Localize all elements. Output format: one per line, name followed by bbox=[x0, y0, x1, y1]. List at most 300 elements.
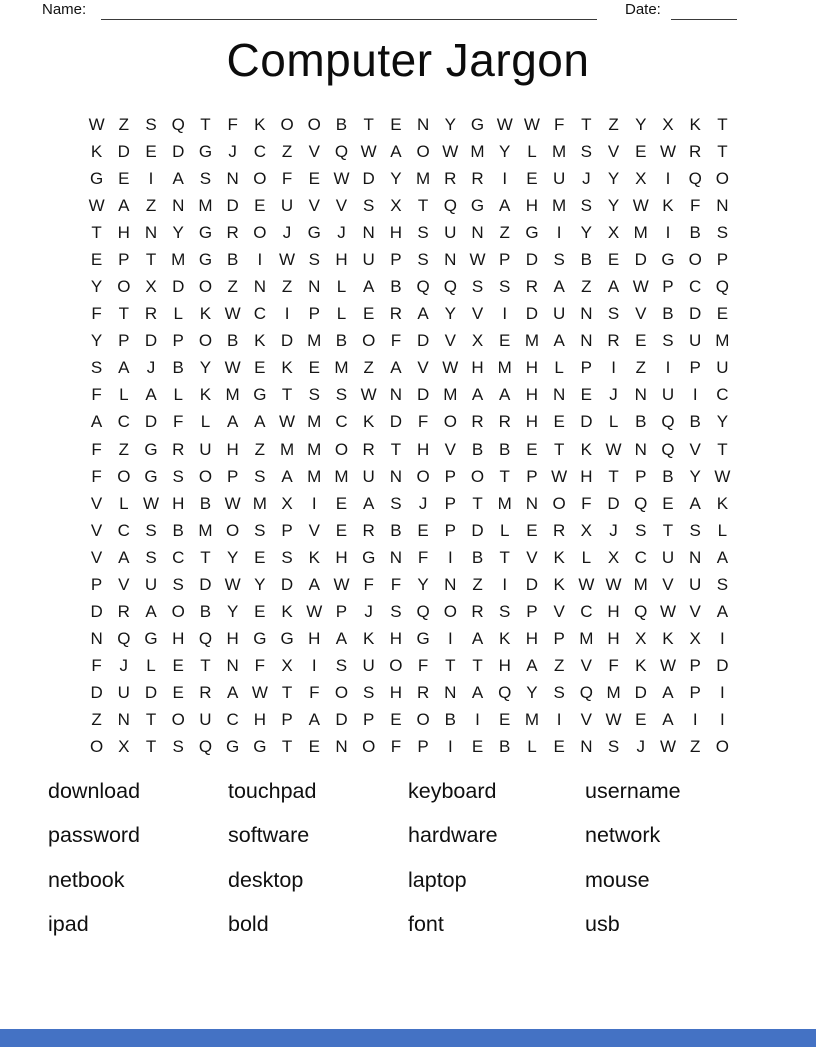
grid-cell: S bbox=[716, 574, 729, 594]
grid-cell: U bbox=[553, 169, 566, 189]
grid-cell: H bbox=[335, 250, 348, 270]
grid-cell: P bbox=[526, 466, 538, 486]
grid-cell: R bbox=[226, 223, 239, 243]
grid-cell: A bbox=[471, 385, 484, 405]
grid-cell: T bbox=[608, 466, 619, 486]
grid-cell: R bbox=[498, 412, 511, 432]
grid-cell: J bbox=[582, 169, 591, 189]
grid-cell: O bbox=[416, 466, 430, 486]
grid-cell: D bbox=[471, 520, 484, 540]
grid-cell: O bbox=[307, 115, 321, 135]
grid-cell: E bbox=[635, 331, 647, 351]
grid-cell: H bbox=[308, 628, 321, 648]
grid-cell: H bbox=[607, 628, 620, 648]
grid-cell: S bbox=[281, 547, 293, 567]
grid-cell: S bbox=[145, 520, 157, 540]
grid-cell: C bbox=[172, 547, 185, 567]
grid-cell: I bbox=[284, 304, 290, 324]
grid-cell: Z bbox=[689, 736, 701, 756]
grid-cell: U bbox=[444, 223, 457, 243]
grid-cell: I bbox=[502, 169, 508, 189]
grid-cell: A bbox=[607, 277, 620, 297]
grid-cell: Y bbox=[526, 682, 538, 702]
grid-cell: L bbox=[173, 385, 183, 405]
grid-cell: F bbox=[390, 331, 402, 351]
grid-cell: P bbox=[281, 709, 293, 729]
grid-cell: Y bbox=[390, 169, 402, 189]
grid-cell: W bbox=[496, 115, 513, 135]
grid-cell: G bbox=[661, 250, 675, 270]
grid-cell: S bbox=[553, 250, 565, 270]
grid-cell: T bbox=[145, 736, 157, 756]
grid-cell: P bbox=[499, 250, 511, 270]
grid-cell: V bbox=[444, 439, 456, 459]
grid-cell: A bbox=[471, 628, 484, 648]
grid-cell: H bbox=[525, 385, 539, 405]
grid-cell: W bbox=[632, 196, 649, 216]
grid-cell: I bbox=[665, 223, 671, 243]
grid-cell: W bbox=[333, 169, 350, 189]
grid-cell: D bbox=[144, 682, 158, 702]
grid-cell: E bbox=[118, 169, 130, 189]
grid-cell: Q bbox=[579, 682, 593, 702]
grid-cell: W bbox=[224, 304, 241, 324]
grid-cell: T bbox=[553, 439, 565, 459]
grid-cell: L bbox=[336, 277, 347, 297]
grid-cell: A bbox=[226, 682, 239, 702]
grid-cell: U bbox=[362, 466, 375, 486]
footer-bar bbox=[0, 1029, 816, 1047]
grid-cell: X bbox=[689, 628, 701, 648]
grid-cell: A bbox=[716, 547, 729, 567]
grid-cell: L bbox=[336, 304, 347, 324]
word-bank-item: usb bbox=[585, 912, 620, 937]
word-search-grid bbox=[83, 111, 736, 760]
grid-cell: P bbox=[662, 277, 674, 297]
grid-cell: L bbox=[608, 412, 619, 432]
grid-cell: C bbox=[634, 547, 647, 567]
grid-cell: H bbox=[389, 628, 403, 648]
grid-cell: I bbox=[556, 709, 562, 729]
grid-cell: M bbox=[171, 250, 186, 270]
grid-cell: K bbox=[363, 412, 375, 432]
grid-cell: X bbox=[145, 277, 157, 297]
grid-cell: O bbox=[226, 520, 240, 540]
grid-cell: G bbox=[198, 142, 213, 162]
grid-cell: I bbox=[311, 493, 317, 513]
grid-cell: D bbox=[90, 682, 103, 702]
grid-cell: B bbox=[689, 223, 701, 243]
grid-cell: A bbox=[118, 547, 130, 567]
grid-cell: N bbox=[226, 169, 239, 189]
grid-cell: D bbox=[362, 169, 375, 189]
grid-cell: Q bbox=[661, 412, 675, 432]
grid-cell: P bbox=[580, 358, 593, 378]
grid-cell: V bbox=[308, 520, 320, 540]
grid-cell: K bbox=[281, 601, 293, 621]
grid-cell: T bbox=[417, 196, 429, 216]
grid-cell: W bbox=[88, 196, 105, 216]
grid-cell: E bbox=[145, 142, 157, 162]
grid-cell: K bbox=[254, 115, 266, 135]
grid-cell: Z bbox=[608, 115, 619, 135]
grid-cell: E bbox=[607, 250, 620, 270]
grid-cell: N bbox=[416, 115, 430, 135]
grid-cell: W bbox=[360, 385, 377, 405]
grid-cell: X bbox=[471, 331, 484, 351]
word-bank-item: keyboard bbox=[408, 779, 497, 803]
grid-cell: V bbox=[471, 304, 484, 324]
grid-cell: I bbox=[665, 358, 671, 378]
grid-cell: I bbox=[447, 736, 453, 756]
grid-cell: K bbox=[308, 547, 320, 567]
grid-cell: V bbox=[526, 547, 538, 567]
grid-cell: W bbox=[142, 493, 160, 513]
grid-cell: U bbox=[661, 547, 675, 567]
grid-cell: I bbox=[720, 709, 725, 729]
grid-cell: O bbox=[389, 655, 403, 675]
grid-cell: G bbox=[307, 223, 321, 243]
grid-cell: N bbox=[444, 250, 457, 270]
grid-cell: G bbox=[253, 385, 267, 405]
grid-cell: B bbox=[662, 466, 674, 486]
grid-cell: T bbox=[200, 547, 211, 567]
grid-cell: R bbox=[199, 682, 212, 702]
grid-cell: A bbox=[553, 277, 565, 297]
grid-cell: K bbox=[662, 628, 674, 648]
grid-cell: B bbox=[199, 601, 212, 621]
grid-cell: D bbox=[525, 574, 539, 594]
grid-cell: M bbox=[198, 196, 213, 216]
grid-cell: F bbox=[281, 169, 293, 189]
grid-cell: E bbox=[635, 142, 647, 162]
grid-cell: N bbox=[308, 277, 321, 297]
grid-cell: S bbox=[499, 277, 511, 297]
grid-cell: E bbox=[308, 736, 320, 756]
grid-cell: O bbox=[443, 412, 457, 432]
grid-cell: Z bbox=[472, 574, 483, 594]
word-bank-item: mouse bbox=[585, 867, 650, 892]
grid-cell: T bbox=[281, 385, 293, 405]
grid-cell: R bbox=[689, 142, 702, 162]
grid-cell: J bbox=[337, 223, 346, 243]
grid-cell: M bbox=[279, 439, 295, 459]
grid-cell: D bbox=[416, 331, 430, 351]
grid-cell: D bbox=[226, 196, 239, 216]
grid-cell: D bbox=[716, 655, 729, 675]
grid-cell: G bbox=[144, 628, 158, 648]
grid-cell: N bbox=[634, 385, 647, 405]
grid-cell: T bbox=[472, 655, 483, 675]
grid-cell: Y bbox=[254, 574, 266, 594]
grid-cell: K bbox=[689, 115, 701, 135]
grid-cell: V bbox=[417, 358, 429, 378]
grid-cell: A bbox=[90, 412, 103, 432]
grid-cell: Y bbox=[172, 223, 184, 243]
grid-cell: B bbox=[499, 439, 511, 459]
grid-cell: P bbox=[689, 682, 701, 702]
grid-cell: O bbox=[334, 439, 349, 459]
grid-cell: T bbox=[200, 115, 211, 135]
grid-cell: F bbox=[173, 412, 184, 432]
word-bank-item: laptop bbox=[408, 867, 467, 892]
grid-cell: G bbox=[89, 169, 104, 189]
grid-cell: C bbox=[689, 277, 702, 297]
grid-cell: G bbox=[470, 115, 485, 135]
grid-cell: T bbox=[472, 493, 483, 513]
grid-cell: U bbox=[199, 709, 212, 729]
grid-cell: O bbox=[552, 493, 566, 513]
grid-cell: G bbox=[144, 439, 158, 459]
grid-cell: D bbox=[525, 250, 539, 270]
grid-cell: R bbox=[471, 601, 484, 621]
word-bank bbox=[48, 779, 768, 957]
grid-cell: J bbox=[119, 655, 129, 675]
grid-cell: D bbox=[144, 412, 158, 432]
word-bank-item: software bbox=[228, 823, 310, 848]
grid-cell: W bbox=[605, 709, 622, 729]
grid-cell: D bbox=[280, 574, 294, 594]
grid-cell: I bbox=[692, 709, 698, 729]
grid-cell: S bbox=[662, 331, 674, 351]
word-bank-item: touchpad bbox=[228, 779, 317, 803]
grid-cell: T bbox=[717, 439, 728, 459]
grid-cell: S bbox=[145, 115, 157, 135]
grid-cell: N bbox=[471, 223, 484, 243]
grid-cell: K bbox=[363, 628, 375, 648]
grid-cell: U bbox=[689, 331, 702, 351]
grid-cell: O bbox=[253, 223, 267, 243]
grid-cell: P bbox=[118, 331, 130, 351]
grid-cell: N bbox=[389, 466, 403, 486]
grid-cell: L bbox=[119, 385, 129, 405]
grid-cell: F bbox=[553, 115, 565, 135]
grid-cell: S bbox=[607, 304, 620, 324]
grid-cell: B bbox=[226, 250, 239, 270]
grid-cell: O bbox=[362, 736, 376, 756]
grid-cell: I bbox=[148, 169, 154, 189]
grid-cell: L bbox=[717, 520, 728, 540]
grid-cell: T bbox=[200, 655, 211, 675]
grid-cell: W bbox=[251, 682, 268, 702]
grid-cell: T bbox=[145, 250, 157, 270]
grid-cell: N bbox=[580, 736, 593, 756]
grid-cell: P bbox=[390, 250, 402, 270]
grid-cell: T bbox=[662, 520, 674, 540]
grid-cell: R bbox=[144, 304, 158, 324]
grid-cell: Y bbox=[226, 547, 239, 567]
grid-cell: W bbox=[551, 466, 568, 486]
grid-cell: M bbox=[334, 466, 349, 486]
grid-cell: G bbox=[362, 547, 376, 567]
grid-cell: S bbox=[553, 682, 565, 702]
grid-cell: X bbox=[635, 628, 647, 648]
grid-cell: K bbox=[199, 385, 212, 405]
grid-cell: E bbox=[417, 520, 429, 540]
grid-cell: E bbox=[553, 736, 565, 756]
grid-cell: E bbox=[254, 358, 266, 378]
grid-cell: X bbox=[580, 520, 593, 540]
grid-cell: B bbox=[471, 547, 484, 567]
grid-cell: M bbox=[524, 331, 540, 351]
grid-cell: V bbox=[635, 304, 647, 324]
grid-cell: S bbox=[254, 466, 266, 486]
grid-cell: A bbox=[499, 385, 511, 405]
grid-cell: Q bbox=[416, 601, 430, 621]
grid-cell: J bbox=[282, 223, 292, 243]
grid-cell: A bbox=[553, 331, 565, 351]
grid-cell: C bbox=[117, 520, 130, 540]
grid-cell: A bbox=[526, 655, 538, 675]
grid-cell: S bbox=[580, 142, 593, 162]
grid-cell: T bbox=[717, 142, 728, 162]
grid-cell: U bbox=[661, 385, 675, 405]
grid-cell: V bbox=[308, 196, 320, 216]
grid-cell: C bbox=[253, 142, 266, 162]
grid-cell: A bbox=[662, 682, 674, 702]
grid-cell: N bbox=[580, 304, 593, 324]
grid-cell: E bbox=[363, 304, 375, 324]
grid-cell: T bbox=[363, 115, 374, 135]
grid-cell: K bbox=[553, 574, 565, 594]
grid-cell: K bbox=[635, 655, 647, 675]
grid-cell: V bbox=[607, 142, 620, 162]
grid-cell: Q bbox=[198, 628, 213, 648]
grid-cell: D bbox=[389, 412, 403, 432]
grid-cell: H bbox=[172, 628, 185, 648]
grid-cell: N bbox=[144, 223, 158, 243]
grid-cell: W bbox=[523, 115, 540, 135]
grid-cell: U bbox=[117, 682, 130, 702]
grid-cell: E bbox=[526, 439, 538, 459]
grid-cell: H bbox=[525, 628, 539, 648]
grid-cell: W bbox=[442, 142, 459, 162]
grid-cell: B bbox=[335, 115, 348, 135]
grid-cell: Y bbox=[499, 142, 511, 162]
grid-cell: F bbox=[91, 655, 102, 675]
grid-cell: L bbox=[499, 520, 510, 540]
grid-cell: F bbox=[689, 196, 701, 216]
grid-cell: Y bbox=[444, 115, 456, 135]
grid-cell: B bbox=[580, 250, 593, 270]
grid-cell: Q bbox=[715, 277, 729, 297]
grid-cell: Z bbox=[118, 439, 129, 459]
grid-cell: W bbox=[469, 250, 486, 270]
grid-cell: Q bbox=[498, 682, 512, 702]
grid-cell: A bbox=[390, 358, 402, 378]
grid-cell: H bbox=[416, 439, 430, 459]
grid-cell: F bbox=[608, 655, 619, 675]
grid-cell: K bbox=[662, 196, 674, 216]
grid-cell: A bbox=[716, 601, 729, 621]
grid-cell: S bbox=[689, 520, 701, 540]
grid-cell: P bbox=[444, 520, 456, 540]
grid-cell: R bbox=[389, 304, 403, 324]
word-bank-item: username bbox=[585, 779, 681, 803]
grid-cell: D bbox=[634, 682, 647, 702]
grid-cell: Y bbox=[689, 466, 701, 486]
grid-cell: I bbox=[257, 250, 263, 270]
grid-cell: C bbox=[117, 412, 130, 432]
grid-cell: D bbox=[172, 277, 185, 297]
grid-cell: S bbox=[172, 466, 184, 486]
grid-cell: A bbox=[118, 196, 130, 216]
grid-cell: V bbox=[444, 331, 456, 351]
grid-cell: M bbox=[307, 331, 322, 351]
grid-cell: H bbox=[525, 358, 539, 378]
grid-cell: D bbox=[525, 304, 539, 324]
grid-cell: U bbox=[144, 574, 158, 594]
grid-cell: V bbox=[90, 493, 103, 513]
grid-cell: O bbox=[280, 115, 294, 135]
grid-cell: A bbox=[145, 601, 157, 621]
grid-cell: V bbox=[335, 196, 348, 216]
grid-cell: P bbox=[526, 601, 538, 621]
grid-cell: F bbox=[91, 304, 102, 324]
grid-cell: Q bbox=[416, 277, 430, 297]
grid-cell: Q bbox=[634, 601, 648, 621]
grid-cell: M bbox=[252, 493, 267, 513]
grid-cell: I bbox=[475, 709, 480, 729]
word-bank-item: ipad bbox=[48, 912, 89, 937]
grid-cell: S bbox=[580, 196, 593, 216]
grid-cell: E bbox=[390, 115, 402, 135]
grid-cell: Y bbox=[199, 358, 212, 378]
grid-cell: L bbox=[146, 655, 156, 675]
grid-cell: P bbox=[553, 628, 565, 648]
grid-cell: A bbox=[172, 169, 184, 189]
name-label: Name: bbox=[42, 1, 87, 18]
grid-cell: M bbox=[633, 574, 648, 594]
grid-cell: O bbox=[715, 169, 729, 189]
grid-cell: E bbox=[499, 709, 511, 729]
grid-cell: C bbox=[226, 709, 239, 729]
grid-cell: J bbox=[636, 736, 646, 756]
grid-cell: P bbox=[335, 601, 348, 621]
grid-cell: S bbox=[417, 223, 429, 243]
grid-cell: Z bbox=[254, 439, 266, 459]
grid-cell: V bbox=[689, 601, 701, 621]
grid-cell: N bbox=[634, 439, 647, 459]
grid-cell: E bbox=[90, 250, 103, 270]
grid-cell: D bbox=[335, 709, 348, 729]
grid-cell: K bbox=[716, 493, 729, 513]
grid-cell: F bbox=[309, 682, 320, 702]
grid-cell: J bbox=[364, 601, 373, 621]
grid-cell: V bbox=[580, 709, 593, 729]
grid-cell: J bbox=[609, 520, 618, 540]
grid-cell: M bbox=[524, 709, 540, 729]
grid-cell: W bbox=[88, 115, 105, 135]
grid-cell: C bbox=[335, 412, 348, 432]
grid-cell: O bbox=[688, 250, 702, 270]
word-bank-item: download bbox=[48, 779, 141, 803]
grid-cell: R bbox=[362, 520, 375, 540]
grid-cell: N bbox=[172, 196, 185, 216]
grid-cell: S bbox=[254, 520, 266, 540]
grid-cell: H bbox=[525, 196, 539, 216]
grid-cell: L bbox=[527, 142, 537, 162]
grid-cell: G bbox=[198, 250, 213, 270]
grid-cell: P bbox=[308, 304, 320, 324]
grid-cell: A bbox=[335, 628, 348, 648]
grid-cell: E bbox=[662, 493, 674, 513]
grid-cell: N bbox=[444, 574, 457, 594]
grid-cell: W bbox=[360, 142, 377, 162]
grid-cell: V bbox=[118, 574, 130, 594]
grid-cell: R bbox=[416, 682, 430, 702]
grid-cell: F bbox=[390, 736, 402, 756]
